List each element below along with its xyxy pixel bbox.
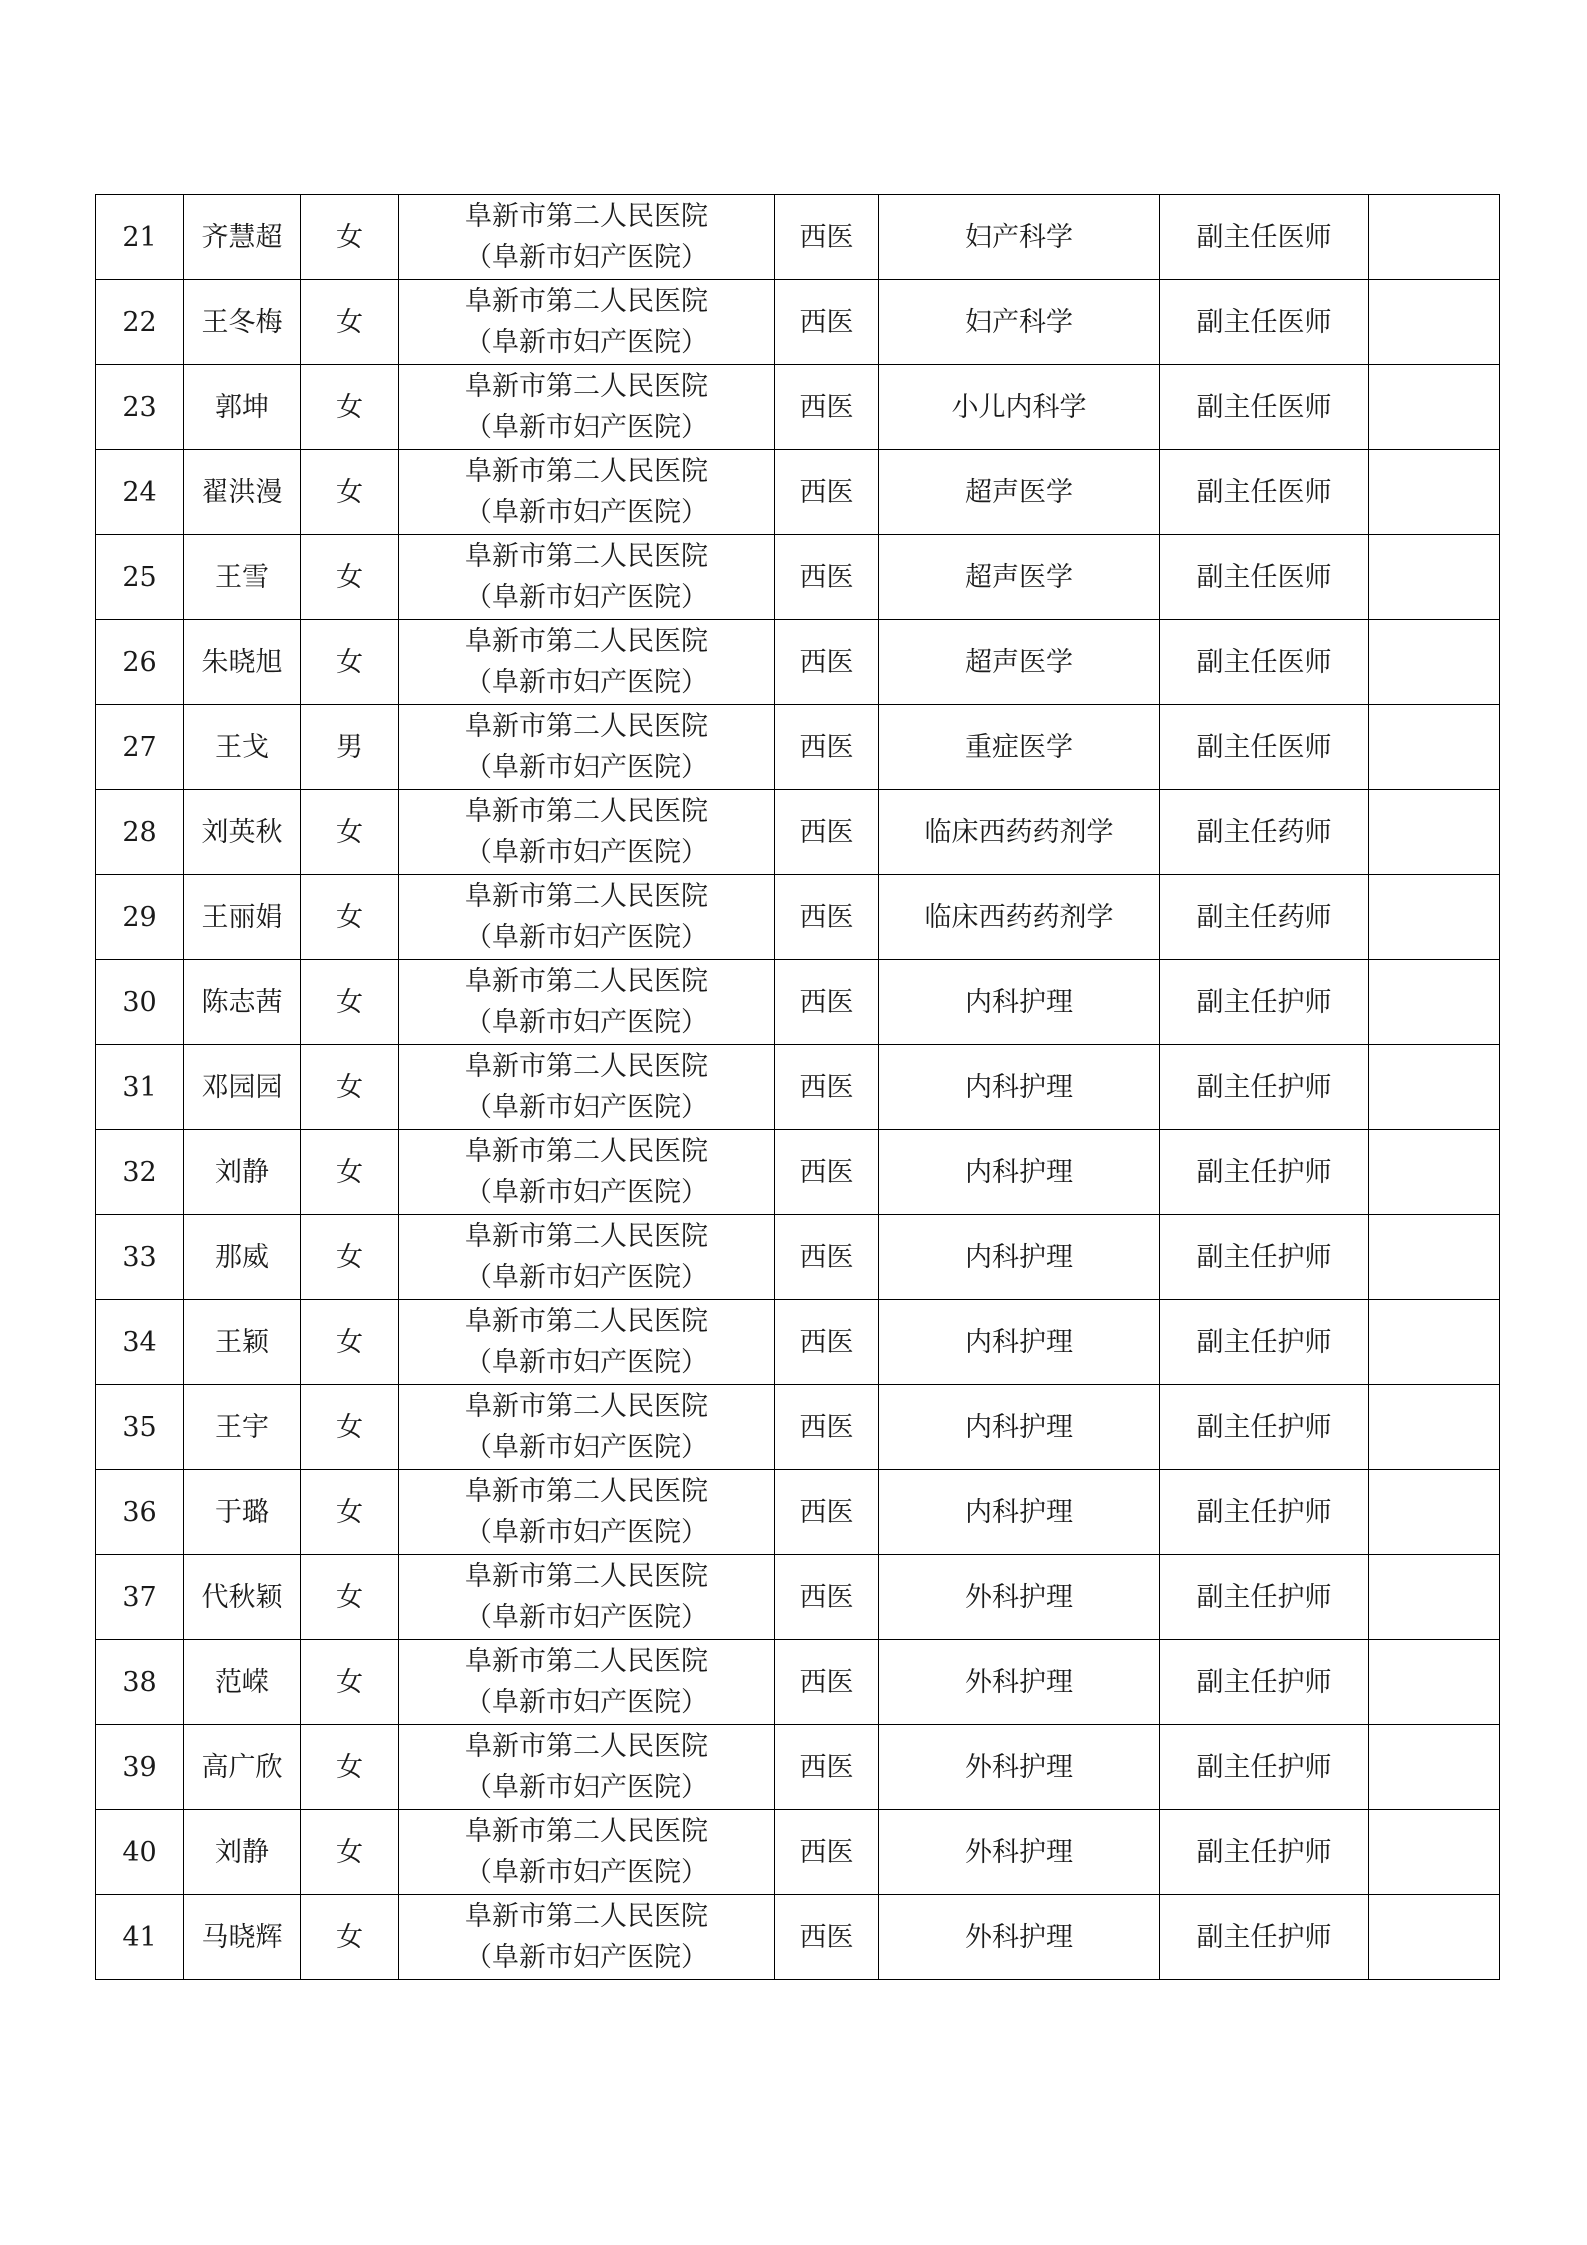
cell-gender: 女	[301, 1895, 399, 1980]
hospital-alias: （阜新市妇产医院）	[465, 1007, 708, 1038]
cell-note	[1369, 535, 1500, 620]
hospital-name: 阜新市第二人民医院	[465, 1391, 708, 1422]
hospital-name: 阜新市第二人民医院	[465, 1476, 708, 1507]
hospital-name: 阜新市第二人民医院	[465, 966, 708, 997]
cell-title: 副主任医师	[1160, 365, 1369, 450]
hospital-name: 阜新市第二人民医院	[465, 1731, 708, 1762]
cell-title: 副主任医师	[1160, 705, 1369, 790]
hospital-alias: （阜新市妇产医院）	[465, 1177, 708, 1208]
cell-medicine-type: 西医	[775, 790, 879, 875]
table-row	[96, 1385, 1500, 1470]
cell-title: 副主任医师	[1160, 280, 1369, 365]
cell-specialty: 内科护理	[879, 1385, 1160, 1470]
cell-gender: 女	[301, 1725, 399, 1810]
cell-specialty: 妇产科学	[879, 195, 1160, 280]
cell-number: 31	[96, 1045, 184, 1130]
table-row	[96, 1725, 1500, 1810]
cell-medicine-type: 西医	[775, 620, 879, 705]
cell-specialty: 内科护理	[879, 1130, 1160, 1215]
hospital-alias: （阜新市妇产医院）	[465, 922, 708, 953]
cell-number: 25	[96, 535, 184, 620]
cell-note	[1369, 790, 1500, 875]
cell-note	[1369, 1300, 1500, 1385]
cell-medicine-type: 西医	[775, 365, 879, 450]
cell-number: 40	[96, 1810, 184, 1895]
cell-name: 马晓辉	[184, 1895, 301, 1980]
cell-specialty: 内科护理	[879, 1045, 1160, 1130]
cell-medicine-type: 西医	[775, 1215, 879, 1300]
table-row	[96, 1130, 1500, 1215]
cell-number: 24	[96, 450, 184, 535]
cell-hospital	[399, 1555, 775, 1640]
cell-gender: 女	[301, 1045, 399, 1130]
cell-number: 38	[96, 1640, 184, 1725]
cell-hospital	[399, 535, 775, 620]
cell-name: 郭坤	[184, 365, 301, 450]
cell-hospital	[399, 620, 775, 705]
hospital-alias: （阜新市妇产医院）	[465, 1602, 708, 1633]
cell-medicine-type: 西医	[775, 1385, 879, 1470]
hospital-alias: （阜新市妇产医院）	[465, 1092, 708, 1123]
cell-medicine-type: 西医	[775, 960, 879, 1045]
hospital-alias: （阜新市妇产医院）	[465, 752, 708, 783]
table-row	[96, 535, 1500, 620]
cell-number: 23	[96, 365, 184, 450]
cell-medicine-type: 西医	[775, 1470, 879, 1555]
cell-medicine-type: 西医	[775, 1555, 879, 1640]
cell-hospital	[399, 705, 775, 790]
hospital-name: 阜新市第二人民医院	[465, 1221, 708, 1252]
cell-number: 34	[96, 1300, 184, 1385]
cell-gender: 女	[301, 1215, 399, 1300]
cell-note	[1369, 1045, 1500, 1130]
cell-number: 26	[96, 620, 184, 705]
cell-name: 王丽娟	[184, 875, 301, 960]
cell-gender: 女	[301, 365, 399, 450]
cell-hospital	[399, 960, 775, 1045]
cell-title: 副主任护师	[1160, 1300, 1369, 1385]
hospital-name: 阜新市第二人民医院	[465, 1901, 708, 1932]
hospital-name: 阜新市第二人民医院	[465, 1561, 708, 1592]
cell-gender: 女	[301, 1130, 399, 1215]
cell-medicine-type: 西医	[775, 1130, 879, 1215]
cell-specialty: 外科护理	[879, 1555, 1160, 1640]
cell-name: 王冬梅	[184, 280, 301, 365]
cell-medicine-type: 西医	[775, 280, 879, 365]
cell-hospital	[399, 1215, 775, 1300]
cell-specialty: 外科护理	[879, 1810, 1160, 1895]
hospital-name: 阜新市第二人民医院	[465, 711, 708, 742]
cell-title: 副主任护师	[1160, 1725, 1369, 1810]
table-row	[96, 1810, 1500, 1895]
hospital-alias: （阜新市妇产医院）	[465, 1857, 708, 1888]
cell-specialty: 外科护理	[879, 1640, 1160, 1725]
hospital-name: 阜新市第二人民医院	[465, 1051, 708, 1082]
cell-specialty: 内科护理	[879, 1215, 1160, 1300]
cell-note	[1369, 1555, 1500, 1640]
table-row	[96, 620, 1500, 705]
cell-name: 范嵘	[184, 1640, 301, 1725]
hospital-name: 阜新市第二人民医院	[465, 201, 708, 232]
cell-name: 刘静	[184, 1130, 301, 1215]
cell-name: 朱晓旭	[184, 620, 301, 705]
hospital-alias: （阜新市妇产医院）	[465, 242, 708, 273]
cell-specialty: 临床西药药剂学	[879, 875, 1160, 960]
cell-name: 于璐	[184, 1470, 301, 1555]
personnel-table	[95, 194, 1500, 1980]
cell-medicine-type: 西医	[775, 450, 879, 535]
hospital-name: 阜新市第二人民医院	[465, 541, 708, 572]
table-row	[96, 1895, 1500, 1980]
cell-note	[1369, 705, 1500, 790]
table-row	[96, 1640, 1500, 1725]
cell-hospital	[399, 195, 775, 280]
cell-note	[1369, 1895, 1500, 1980]
cell-note	[1369, 960, 1500, 1045]
cell-number: 30	[96, 960, 184, 1045]
cell-medicine-type: 西医	[775, 1300, 879, 1385]
cell-specialty: 超声医学	[879, 620, 1160, 705]
hospital-name: 阜新市第二人民医院	[465, 881, 708, 912]
cell-hospital	[399, 1385, 775, 1470]
hospital-alias: （阜新市妇产医院）	[465, 1687, 708, 1718]
cell-title: 副主任医师	[1160, 195, 1369, 280]
cell-gender: 女	[301, 620, 399, 705]
table-row	[96, 1045, 1500, 1130]
table-row	[96, 705, 1500, 790]
cell-name: 王颖	[184, 1300, 301, 1385]
cell-name: 陈志茜	[184, 960, 301, 1045]
cell-hospital	[399, 1810, 775, 1895]
table-row	[96, 875, 1500, 960]
cell-medicine-type: 西医	[775, 1640, 879, 1725]
cell-title: 副主任护师	[1160, 1130, 1369, 1215]
cell-note	[1369, 450, 1500, 535]
cell-medicine-type: 西医	[775, 535, 879, 620]
cell-number: 36	[96, 1470, 184, 1555]
cell-name: 翟洪漫	[184, 450, 301, 535]
cell-number: 29	[96, 875, 184, 960]
hospital-alias: （阜新市妇产医院）	[465, 412, 708, 443]
cell-specialty: 超声医学	[879, 535, 1160, 620]
cell-gender: 女	[301, 195, 399, 280]
cell-hospital	[399, 365, 775, 450]
table-row	[96, 280, 1500, 365]
cell-specialty: 超声医学	[879, 450, 1160, 535]
table-body	[96, 195, 1500, 1980]
cell-medicine-type: 西医	[775, 1045, 879, 1130]
cell-gender: 女	[301, 535, 399, 620]
table-row	[96, 790, 1500, 875]
cell-title: 副主任护师	[1160, 1045, 1369, 1130]
cell-title: 副主任护师	[1160, 1810, 1369, 1895]
cell-number: 39	[96, 1725, 184, 1810]
cell-name: 代秋颖	[184, 1555, 301, 1640]
cell-specialty: 内科护理	[879, 1470, 1160, 1555]
cell-medicine-type: 西医	[775, 1810, 879, 1895]
cell-title: 副主任护师	[1160, 1215, 1369, 1300]
hospital-name: 阜新市第二人民医院	[465, 371, 708, 402]
cell-title: 副主任护师	[1160, 1555, 1369, 1640]
cell-gender: 女	[301, 280, 399, 365]
cell-title: 副主任医师	[1160, 450, 1369, 535]
cell-number: 32	[96, 1130, 184, 1215]
cell-specialty: 妇产科学	[879, 280, 1160, 365]
cell-note	[1369, 1725, 1500, 1810]
hospital-alias: （阜新市妇产医院）	[465, 327, 708, 358]
table-row	[96, 365, 1500, 450]
cell-medicine-type: 西医	[775, 705, 879, 790]
hospital-alias: （阜新市妇产医院）	[465, 497, 708, 528]
cell-hospital	[399, 1130, 775, 1215]
cell-gender: 女	[301, 450, 399, 535]
cell-hospital	[399, 790, 775, 875]
cell-note	[1369, 1385, 1500, 1470]
cell-gender: 女	[301, 1300, 399, 1385]
cell-number: 35	[96, 1385, 184, 1470]
hospital-name: 阜新市第二人民医院	[465, 1816, 708, 1847]
cell-number: 41	[96, 1895, 184, 1980]
hospital-alias: （阜新市妇产医院）	[465, 582, 708, 613]
hospital-alias: （阜新市妇产医院）	[465, 1772, 708, 1803]
cell-title: 副主任医师	[1160, 620, 1369, 705]
cell-specialty: 小儿内科学	[879, 365, 1160, 450]
cell-specialty: 临床西药药剂学	[879, 790, 1160, 875]
cell-number: 27	[96, 705, 184, 790]
hospital-alias: （阜新市妇产医院）	[465, 667, 708, 698]
cell-gender: 女	[301, 1555, 399, 1640]
cell-number: 22	[96, 280, 184, 365]
cell-hospital	[399, 1470, 775, 1555]
cell-hospital	[399, 1045, 775, 1130]
hospital-alias: （阜新市妇产医院）	[465, 1942, 708, 1973]
cell-hospital	[399, 1300, 775, 1385]
cell-hospital	[399, 875, 775, 960]
table-row	[96, 450, 1500, 535]
cell-title: 副主任护师	[1160, 1640, 1369, 1725]
cell-medicine-type: 西医	[775, 1725, 879, 1810]
cell-title: 副主任药师	[1160, 875, 1369, 960]
cell-specialty: 重症医学	[879, 705, 1160, 790]
cell-note	[1369, 875, 1500, 960]
hospital-alias: （阜新市妇产医院）	[465, 1347, 708, 1378]
cell-gender: 女	[301, 1385, 399, 1470]
cell-note	[1369, 1215, 1500, 1300]
cell-gender: 女	[301, 1470, 399, 1555]
table-row	[96, 1215, 1500, 1300]
cell-gender: 女	[301, 790, 399, 875]
cell-gender: 女	[301, 1640, 399, 1725]
hospital-name: 阜新市第二人民医院	[465, 796, 708, 827]
hospital-name: 阜新市第二人民医院	[465, 286, 708, 317]
hospital-alias: （阜新市妇产医院）	[465, 1432, 708, 1463]
cell-name: 邓园园	[184, 1045, 301, 1130]
cell-name: 刘英秋	[184, 790, 301, 875]
hospital-name: 阜新市第二人民医院	[465, 1646, 708, 1677]
cell-title: 副主任护师	[1160, 1895, 1369, 1980]
table-row	[96, 195, 1500, 280]
hospital-alias: （阜新市妇产医院）	[465, 1262, 708, 1293]
cell-hospital	[399, 1640, 775, 1725]
table-row	[96, 960, 1500, 1045]
cell-name: 高广欣	[184, 1725, 301, 1810]
cell-specialty: 外科护理	[879, 1725, 1160, 1810]
cell-note	[1369, 1810, 1500, 1895]
cell-specialty: 内科护理	[879, 1300, 1160, 1385]
table-row	[96, 1470, 1500, 1555]
cell-hospital	[399, 280, 775, 365]
cell-gender: 男	[301, 705, 399, 790]
hospital-name: 阜新市第二人民医院	[465, 1136, 708, 1167]
cell-name: 刘静	[184, 1810, 301, 1895]
cell-title: 副主任护师	[1160, 1470, 1369, 1555]
cell-number: 33	[96, 1215, 184, 1300]
cell-medicine-type: 西医	[775, 195, 879, 280]
cell-specialty: 外科护理	[879, 1895, 1160, 1980]
cell-medicine-type: 西医	[775, 1895, 879, 1980]
cell-name: 那威	[184, 1215, 301, 1300]
cell-gender: 女	[301, 875, 399, 960]
cell-gender: 女	[301, 1810, 399, 1895]
table-row	[96, 1555, 1500, 1640]
cell-number: 21	[96, 195, 184, 280]
hospital-name: 阜新市第二人民医院	[465, 626, 708, 657]
cell-note	[1369, 1470, 1500, 1555]
hospital-alias: （阜新市妇产医院）	[465, 1517, 708, 1548]
cell-note	[1369, 365, 1500, 450]
cell-title: 副主任药师	[1160, 790, 1369, 875]
cell-note	[1369, 620, 1500, 705]
cell-title: 副主任护师	[1160, 1385, 1369, 1470]
cell-name: 王雪	[184, 535, 301, 620]
hospital-name: 阜新市第二人民医院	[465, 456, 708, 487]
cell-note	[1369, 1130, 1500, 1215]
cell-title: 副主任护师	[1160, 960, 1369, 1045]
table-row	[96, 1300, 1500, 1385]
hospital-alias: （阜新市妇产医院）	[465, 837, 708, 868]
cell-number: 28	[96, 790, 184, 875]
cell-gender: 女	[301, 960, 399, 1045]
cell-name: 齐慧超	[184, 195, 301, 280]
cell-specialty: 内科护理	[879, 960, 1160, 1045]
cell-hospital	[399, 1895, 775, 1980]
cell-note	[1369, 280, 1500, 365]
cell-title: 副主任医师	[1160, 535, 1369, 620]
cell-medicine-type: 西医	[775, 875, 879, 960]
cell-name: 王戈	[184, 705, 301, 790]
hospital-name: 阜新市第二人民医院	[465, 1306, 708, 1337]
cell-number: 37	[96, 1555, 184, 1640]
cell-hospital	[399, 1725, 775, 1810]
cell-note	[1369, 1640, 1500, 1725]
cell-name: 王宇	[184, 1385, 301, 1470]
cell-hospital	[399, 450, 775, 535]
cell-note	[1369, 195, 1500, 280]
